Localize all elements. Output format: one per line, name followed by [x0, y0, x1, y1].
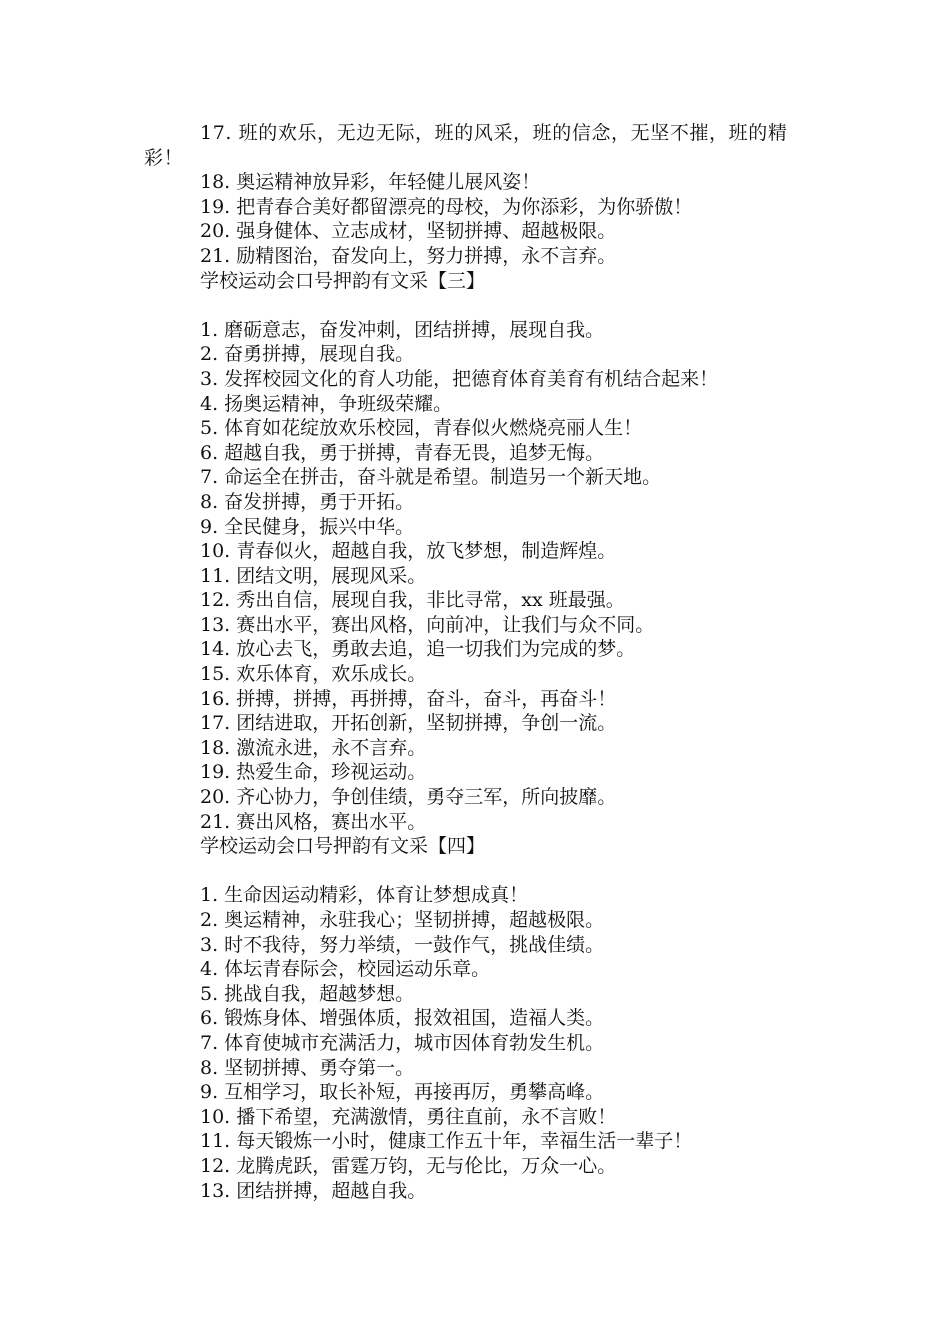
list-item: 16. 拼搏，拼搏，再拼搏，奋斗，奋斗，再奋斗！	[200, 687, 617, 710]
list-item: 4. 扬奥运精神，争班级荣耀。	[200, 392, 453, 415]
list-item-section2-20: 20. 强身健体、立志成材，坚韧拼搏、超越极限。	[200, 220, 617, 243]
list-item: 13. 赛出水平，赛出风格，向前冲，让我们与众不同。	[200, 613, 655, 636]
blank-line	[144, 859, 810, 884]
list-item: 8. 奋发拼搏，勇于开拓。	[200, 490, 415, 513]
list-item: 15. 欢乐体育，欢乐成长。	[200, 663, 427, 686]
list-item-section2-17: 17. 班的欢乐，无边无际，班的风采，班的信念，无坚不摧，班的精彩！	[144, 122, 788, 169]
list-item: 19. 热爱生命，珍视运动。	[200, 761, 427, 784]
list-item: 2. 奋勇拼搏，展现自我。	[200, 343, 415, 366]
list-item: 4. 体坛青春际会，校园运动乐章。	[200, 958, 491, 981]
list-item-section2-21: 21. 励精图治，奋发向上，努力拼搏，永不言弃。	[200, 244, 617, 267]
list-item: 10. 青春似火，超越自我，放飞梦想，制造辉煌。	[200, 540, 617, 563]
list-item: 14. 放心去飞，勇敢去追，追一切我们为完成的梦。	[200, 638, 636, 661]
list-item: 13. 团结拼搏，超越自我。	[200, 1179, 427, 1202]
list-item-section2-18: 18. 奥运精神放异彩，年轻健儿展风姿！	[200, 171, 541, 194]
list-item: 1. 磨砺意志，奋发冲刺，团结拼搏，展现自我。	[200, 318, 605, 341]
list-item: 5. 体育如花绽放欢乐校园，青春似火燃烧亮丽人生！	[200, 417, 643, 440]
list-item: 5. 挑战自我，超越梦想。	[200, 982, 415, 1005]
list-item: 12. 龙腾虎跃，雷霆万钧，无与伦比，万众一心。	[200, 1154, 617, 1177]
list-item: 17. 团结进取，开拓创新，坚韧拼搏，争创一流。	[200, 712, 617, 735]
list-item: 7. 体育使城市充满活力，城市因体育勃发生机。	[200, 1031, 605, 1054]
list-item: 6. 锻炼身体、增强体质，报效祖国，造福人类。	[200, 1007, 605, 1030]
section-heading-3: 学校运动会口号押韵有文采【三】	[200, 269, 486, 292]
list-item: 3. 发挥校园文化的育人功能，把德育体育美育有机结合起来！	[200, 367, 719, 390]
list-item-section2-19: 19. 把青春合美好都留漂亮的母校，为你添彩，为你骄傲！	[200, 195, 693, 218]
list-item: 20. 齐心协力，争创佳绩，勇夺三军，所向披靡。	[200, 786, 617, 809]
list-item: 7. 命运全在拼击，奋斗就是希望。制造另一个新天地。	[200, 466, 662, 489]
list-item: 11. 每天锻炼一小时，健康工作五十年，幸福生活一辈子！	[200, 1130, 693, 1153]
list-item: 3. 时不我待，努力举绩，一鼓作气，挑战佳绩。	[200, 933, 605, 956]
list-item: 10. 播下希望，充满激情，勇往直前，永不言败！	[200, 1105, 617, 1128]
document-body	[144, 121, 810, 1203]
list-item: 12. 秀出自信，展现自我，非比寻常，xx 班最强。	[200, 589, 625, 612]
list-item: 9. 全民健身，振兴中华。	[200, 515, 415, 538]
section-heading-4: 学校运动会口号押韵有文采【四】	[200, 835, 486, 858]
blank-line	[144, 293, 810, 318]
list-item: 2. 奥运精神，永驻我心；坚韧拼搏，超越极限。	[200, 909, 605, 931]
list-item: 8. 坚韧拼搏、勇夺第一。	[200, 1056, 415, 1079]
list-item: 21. 赛出风格，赛出水平。	[200, 810, 427, 833]
list-item: 9. 互相学习，取长补短，再接再厉，勇攀高峰。	[200, 1081, 605, 1104]
list-item: 1. 生命因运动精彩，体育让梦想成真！	[200, 884, 529, 907]
list-item: 18. 激流永进，永不言弃。	[200, 736, 427, 759]
list-item: 6. 超越自我，勇于拼搏，青春无畏，追梦无悔。	[200, 441, 605, 464]
list-item: 11. 团结文明，展现风采。	[200, 564, 427, 587]
